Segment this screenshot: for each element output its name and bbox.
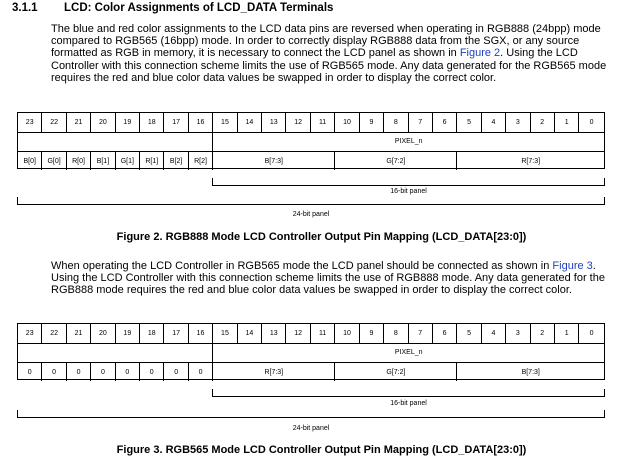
bracket-16bit-label: 16-bit panel <box>390 188 427 195</box>
pin-number-cell: 7 <box>409 113 433 132</box>
pin-number-cell: 6 <box>433 324 457 343</box>
figure-3-pin-table <box>17 323 605 380</box>
pixel-label: PIXEL_n <box>394 349 423 356</box>
pin-number-cell: 15 <box>213 324 237 343</box>
bracket-16bit-label: 16-bit panel <box>390 400 427 407</box>
pin-number-cell: 0 <box>589 119 594 126</box>
bracket-24bit <box>17 197 605 205</box>
value-cell: 0 <box>42 363 66 381</box>
pin-number-cell: 10 <box>335 324 359 343</box>
pixel-row-blank <box>18 343 213 362</box>
value-cell: R[1] <box>140 152 164 170</box>
figure-3-link[interactable]: Figure 3 <box>552 260 593 272</box>
section-title: LCD: Color Assignments of LCD_DATA Terminals <box>64 2 334 14</box>
value-cell: 0 <box>67 363 91 381</box>
pin-number-cell: 1 <box>555 324 579 343</box>
group-cell: G[7:2] <box>335 363 457 381</box>
pin-number-cell: 16 <box>189 113 213 132</box>
value-cell: 0 <box>140 363 164 381</box>
pin-number-cell: 2 <box>531 324 555 343</box>
figure-2-pin-table <box>17 112 605 169</box>
figure-2-link[interactable]: Figure 2 <box>459 47 501 60</box>
value-cell: B[2] <box>164 152 188 170</box>
pin-number-cell: 4 <box>482 324 506 343</box>
pin-number-cell: 9 <box>360 113 384 132</box>
pin-number-cell: 18 <box>140 324 164 343</box>
figure-3-caption: Figure 3. RGB565 Mode LCD Controller Output Pin Mapping (LCD_DATA[23:0]) <box>116 444 527 456</box>
value-cell: 0 <box>116 363 140 381</box>
paragraph-rgb888 <box>51 23 611 84</box>
bracket-24bit-label: 24-bit panel <box>292 211 330 218</box>
value-cell: 0 <box>18 363 42 381</box>
pin-number-cell: 20 <box>91 324 115 343</box>
pin-number-cell: 10 <box>335 113 359 132</box>
pin-number-cell: 21 <box>67 324 91 343</box>
group-cell: B[7:3] <box>213 152 335 170</box>
pin-number-cell: 5 <box>457 324 481 343</box>
pin-number-cell: 1 <box>555 113 579 132</box>
group-cell: G[7:2] <box>335 152 457 170</box>
pin-number-cell: 5 <box>457 113 481 132</box>
pin-number-cell: 11 <box>311 324 335 343</box>
pin-number-cell: 23 <box>18 324 42 343</box>
pixel-row <box>18 132 604 151</box>
pixel-row-blank <box>18 132 213 151</box>
paragraph-text: The blue and red color assignments to the LCD data pins are reversed when operating in RGB888 (24bpp) mode compared to RGB565 (16bpp) mode. In order to correctly display RGB888 data from the SGX, or any source formatted as RGB in memory, it is necessary to connect the LCD panel as shown in <box>51 23 601 60</box>
pin-number-cell: 14 <box>238 113 262 132</box>
pin-number-cell: 13 <box>262 113 286 132</box>
section-number: 3.1.1 <box>12 2 38 14</box>
value-cell: B[0] <box>18 152 42 170</box>
value-row <box>18 362 604 381</box>
bracket-16bit <box>212 178 605 186</box>
value-cell: G[0] <box>42 152 66 170</box>
value-cell: G[1] <box>116 152 140 170</box>
pixel-row <box>18 343 604 362</box>
pixel-label: PIXEL_n <box>394 138 423 145</box>
paragraph-text: . Using the LCD Controller with this connection scheme limits the use of RGB565 mode. Any data generated for the RGB565 mode requires the red and blue color data values be swapped in order to display the correct color. <box>51 47 607 84</box>
bracket-24bit-label: 24-bit panel <box>292 425 330 432</box>
pin-number-cell: 17 <box>164 324 188 343</box>
pin-number-cell: 8 <box>384 113 408 132</box>
pin-number-cell: 22 <box>42 324 66 343</box>
value-cell: B[1] <box>91 152 115 170</box>
paragraph-text: When operating the LCD Controller in RGB565 mode the LCD panel should be connected as shown in <box>51 260 553 272</box>
pin-number-cell: 12 <box>286 113 310 132</box>
group-cell: R[7:3] <box>521 157 541 165</box>
value-cell: R[0] <box>67 152 91 170</box>
pin-number-cell: 14 <box>238 324 262 343</box>
pin-number-cell: 4 <box>482 113 506 132</box>
pin-number-cell: 3 <box>506 113 530 132</box>
pin-number-row <box>18 324 604 344</box>
pin-number-cell: 11 <box>311 113 335 132</box>
paragraph-text: . Using the LCD Controller with this connection scheme limits the use of RGB888 mode. Any data generated for the RGB888 mode requires the red and blue color data values be swapped in order to display the correct color. <box>51 260 605 297</box>
pin-number-cell: 9 <box>360 324 384 343</box>
bracket-24bit <box>17 410 605 418</box>
pin-number-cell: 16 <box>189 324 213 343</box>
pin-number-cell: 2 <box>531 113 555 132</box>
pin-number-cell: 19 <box>116 113 140 132</box>
value-cell: 0 <box>164 363 188 381</box>
group-cell: R[7:3] <box>213 363 335 381</box>
pin-number-cell: 18 <box>140 113 164 132</box>
pin-number-cell: 15 <box>213 113 237 132</box>
pin-number-cell: 0 <box>589 330 594 337</box>
value-cell: 0 <box>189 363 213 381</box>
value-cell: R[2] <box>189 152 213 170</box>
paragraph-rgb565 <box>51 260 611 297</box>
pin-number-cell: 21 <box>67 113 91 132</box>
value-row <box>18 151 604 170</box>
group-cell: B[7:3] <box>521 368 540 376</box>
figure-2-caption: Figure 2. RGB888 Mode LCD Controller Output Pin Mapping (LCD_DATA[23:0]) <box>116 231 527 243</box>
pin-number-cell: 20 <box>91 113 115 132</box>
pin-number-cell: 22 <box>42 113 66 132</box>
pin-number-row <box>18 113 604 133</box>
pin-number-cell: 13 <box>262 324 286 343</box>
pin-number-cell: 17 <box>164 113 188 132</box>
pin-number-cell: 19 <box>116 324 140 343</box>
pin-number-cell: 6 <box>433 113 457 132</box>
pin-number-cell: 23 <box>18 113 42 132</box>
pin-number-cell: 8 <box>384 324 408 343</box>
value-cell: 0 <box>91 363 115 381</box>
pin-number-cell: 3 <box>506 324 530 343</box>
pin-number-cell: 7 <box>409 324 433 343</box>
bracket-16bit <box>212 389 605 397</box>
pin-number-cell: 12 <box>286 324 310 343</box>
